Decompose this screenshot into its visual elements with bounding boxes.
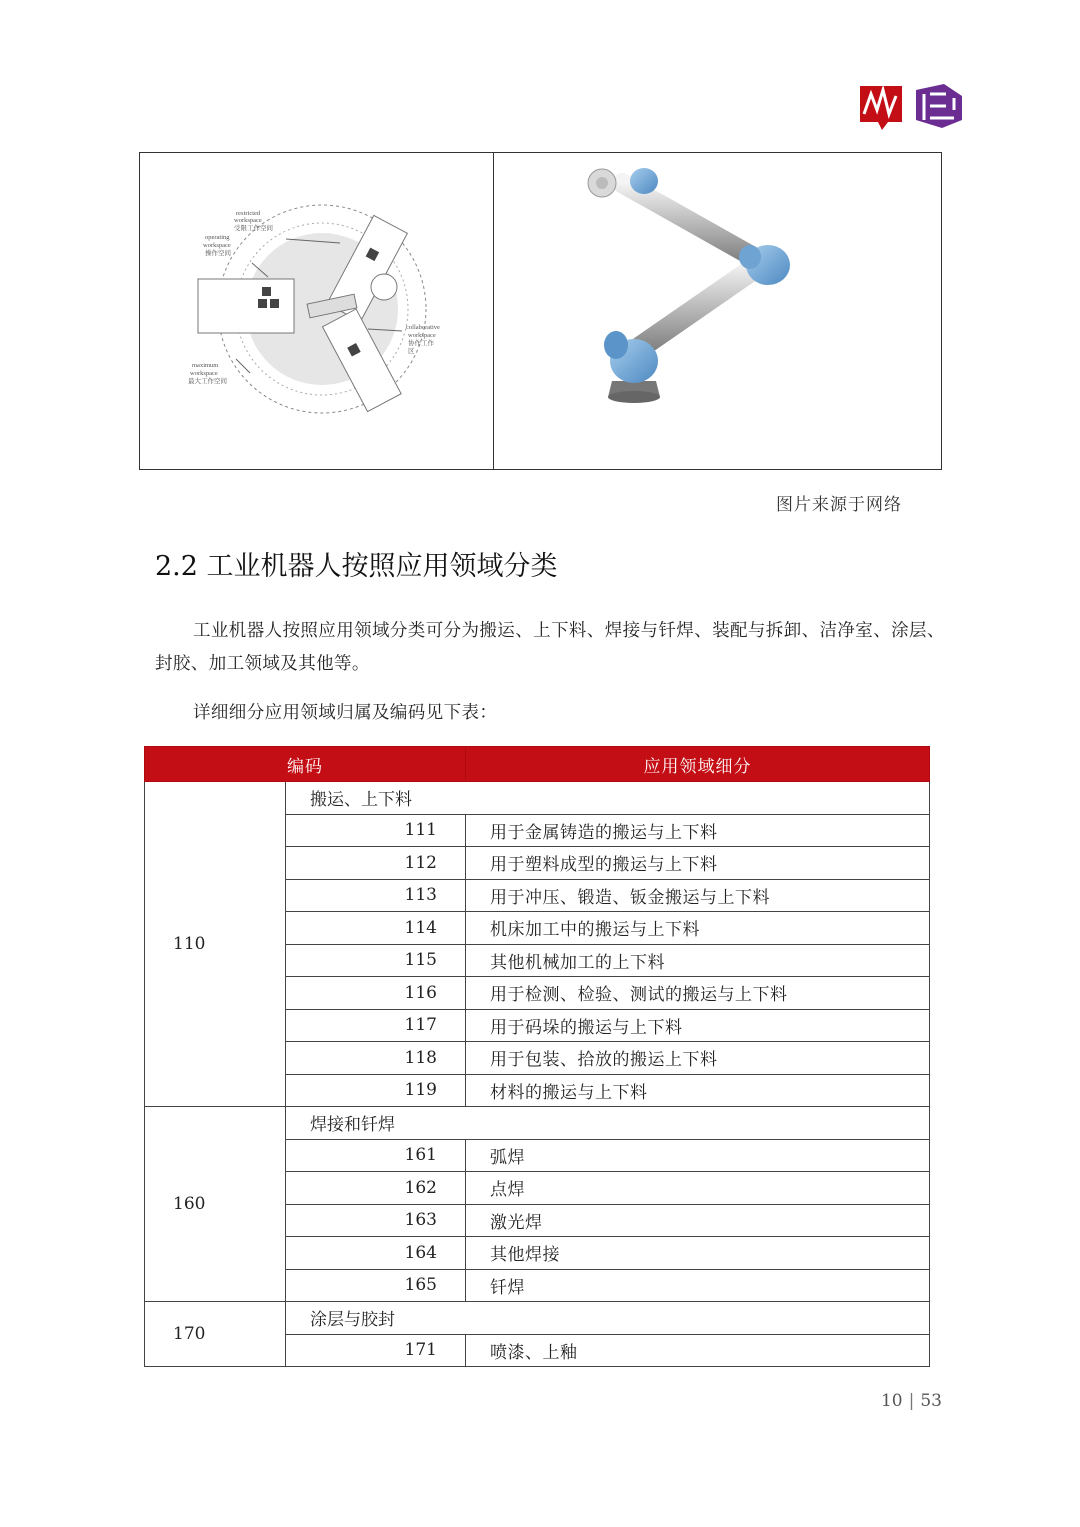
application-code-table (144, 746, 930, 1367)
diagram-label-maximum: maximum (192, 362, 219, 369)
svg-text:区: 区 (408, 348, 415, 355)
item-name: 机床加工中的搬运与上下料 (466, 912, 930, 945)
item-name: 材料的搬运与上下料 (466, 1074, 930, 1107)
svg-text:最大工作空间: 最大工作空间 (188, 378, 227, 385)
intro-paragraph: 工业机器人按照应用领域分类可分为搬运、上下料、焊接与钎焊、装配与拆卸、洁净室、涂层、封胶、加工领域及其他等。 (155, 621, 945, 674)
item-code: 162 (286, 1172, 466, 1205)
page-number (881, 1391, 942, 1411)
group-code: 170 (145, 1302, 286, 1367)
item-name: 用于冲压、锻造、钣金搬运与上下料 (466, 879, 930, 912)
item-name: 用于塑料成型的搬运与上下料 (466, 847, 930, 880)
item-code: 161 (286, 1139, 466, 1172)
item-code: 119 (286, 1074, 466, 1107)
svg-text:workspace: workspace (234, 217, 262, 224)
table-row (145, 1107, 930, 1140)
diagram-label-collaborative: collaborative (406, 324, 440, 331)
item-code: 111 (286, 814, 466, 847)
svg-text:协作工作: 协作工作 (408, 340, 434, 347)
item-code: 116 (286, 977, 466, 1010)
page-separator: | (908, 1391, 915, 1411)
item-code: 165 (286, 1269, 466, 1302)
item-name: 点焊 (466, 1172, 930, 1205)
svg-text:操作空间: 操作空间 (205, 250, 231, 257)
diagram-label-restricted: restricted (236, 210, 261, 217)
svg-text:workspace: workspace (203, 242, 231, 249)
item-code: 163 (286, 1204, 466, 1237)
group-name: 涂层与胶封 (286, 1302, 930, 1335)
item-code: 118 (286, 1042, 466, 1075)
item-name: 其他机械加工的上下料 (466, 944, 930, 977)
item-name: 激光焊 (466, 1204, 930, 1237)
svg-text:workspace: workspace (408, 332, 436, 339)
header-subdivision: 应用领域细分 (466, 747, 930, 782)
table-row (145, 1302, 930, 1335)
item-name: 用于金属铸造的搬运与上下料 (466, 814, 930, 847)
item-name: 其他焊接 (466, 1237, 930, 1270)
diagram-label-operating: operating (205, 234, 230, 241)
item-code: 115 (286, 944, 466, 977)
group-name: 搬运、上下料 (286, 782, 930, 815)
header-code: 编码 (145, 747, 466, 782)
item-name: 用于码垛的搬运与上下料 (466, 1009, 930, 1042)
item-name: 弧焊 (466, 1139, 930, 1172)
table-row (145, 782, 930, 815)
table-header-row (145, 747, 930, 782)
svg-text:受限工作空间: 受限工作空间 (234, 225, 273, 232)
item-code: 113 (286, 879, 466, 912)
table-intro-paragraph: 详细细分应用领域归属及编码见下表： (193, 703, 498, 723)
svg-text:workspace: workspace (190, 370, 218, 377)
item-code: 164 (286, 1237, 466, 1270)
total-pages: 53 (920, 1391, 942, 1411)
robot-arm-image (494, 153, 941, 469)
current-page: 10 (880, 1391, 903, 1411)
item-name: 用于检测、检验、测试的搬运与上下料 (466, 977, 930, 1010)
figure-caption: 图片来源于网络 (776, 495, 902, 515)
brand-logo (858, 80, 968, 136)
group-name: 焊接和钎焊 (286, 1107, 930, 1140)
group-code: 110 (145, 782, 286, 1107)
item-code: 112 (286, 847, 466, 880)
group-code: 160 (145, 1107, 286, 1302)
workspace-diagram (140, 153, 494, 469)
item-code: 171 (286, 1334, 466, 1367)
item-name: 钎焊 (466, 1269, 930, 1302)
figure-panel (139, 152, 942, 470)
item-name: 用于包装、拾放的搬运上下料 (466, 1042, 930, 1075)
item-name: 喷漆、上釉 (466, 1334, 930, 1367)
item-code: 117 (286, 1009, 466, 1042)
section-title: 2.2 工业机器人按照应用领域分类 (155, 551, 558, 582)
item-code: 114 (286, 912, 466, 945)
